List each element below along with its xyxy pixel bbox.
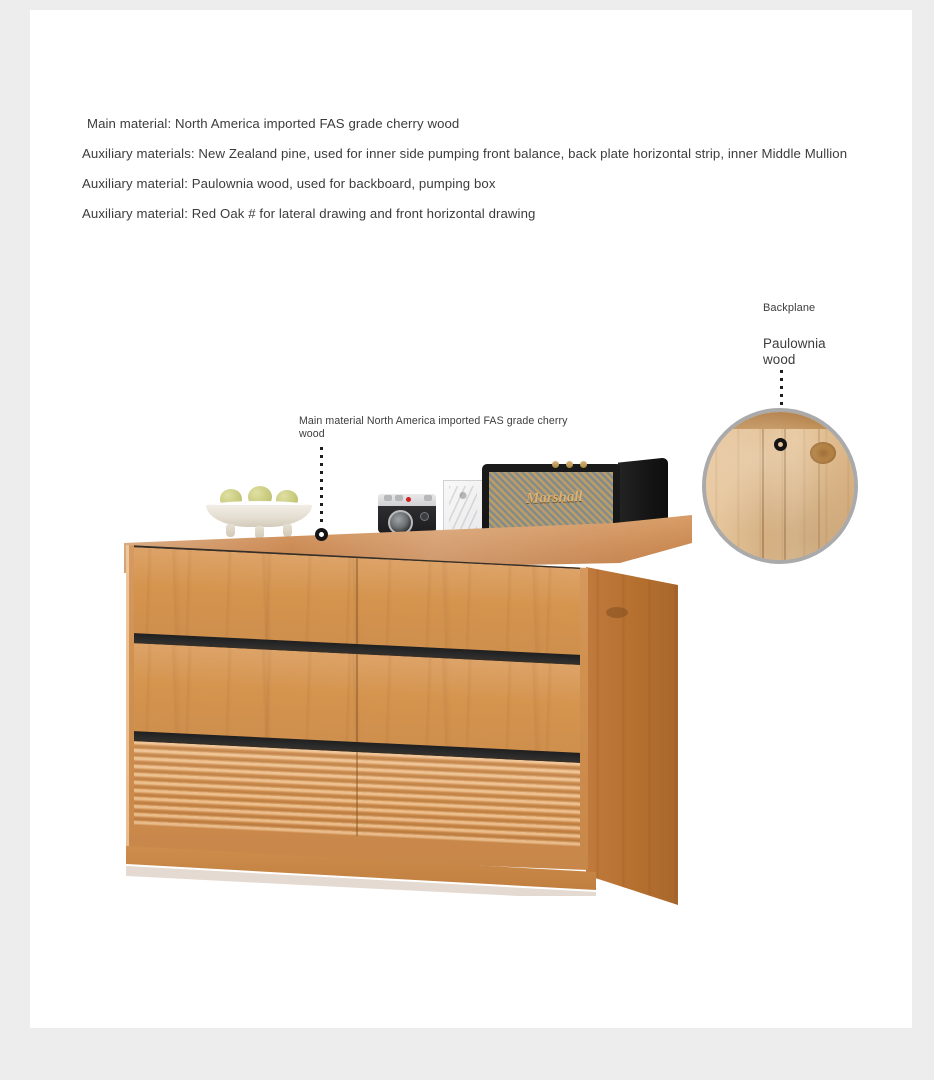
camera-viewfinder [420,512,429,521]
dresser-front-face [126,540,588,870]
side-panel-grain [586,555,678,915]
bowl-body [206,505,312,527]
callout-main-material: Main material North America imported FAS grade cherry wood [299,415,568,440]
camera-brand-dot [406,497,411,502]
bowl-foot [283,524,292,537]
spec-line-auxiliary-paulownia: Auxiliary material: Paulownia wood, used for backboard, pumping box [82,176,496,191]
spec-line-main-material: Main material: North America imported FAS grade cherry wood [87,116,460,131]
drawer-center-seam [356,654,358,742]
speaker-knob [566,461,573,468]
drawer-center-seam [356,558,358,644]
camera-dial [395,495,403,501]
speaker-brand-logo: Marshall [525,489,583,507]
fruit-bowl [206,497,312,529]
camera-decor [378,494,436,534]
drawer-center-seam [356,752,358,836]
dresser-side-panel [586,555,678,915]
callout-backplane-label: Backplane [763,302,816,314]
callout-marker-main-material [315,528,328,541]
side-panel-knot [606,607,628,618]
camera-lens [388,510,413,535]
camera-dial [424,495,432,501]
camera-dial [384,495,392,501]
speaker-knob [580,461,587,468]
bowl-foot [255,526,264,539]
bowl-foot [226,524,235,537]
content-card [30,10,912,1028]
frame-artwork [449,486,477,529]
spec-line-auxiliary-red-oak: Auxiliary material: Red Oak # for lateral drawing and front horizontal drawing [82,206,536,221]
dresser-product-image [30,10,934,1080]
case-left-edge-highlight [126,544,129,852]
acrylic-photo-frame [443,480,483,535]
speaker-knob [552,461,559,468]
spec-line-auxiliary-pine: Auxiliary materials: New Zealand pine, used for inner side pumping front balance, back plate horizontal strip, inner Middle Mullion [82,146,848,161]
callout-backplane-material: Paulownia wood [763,336,826,367]
